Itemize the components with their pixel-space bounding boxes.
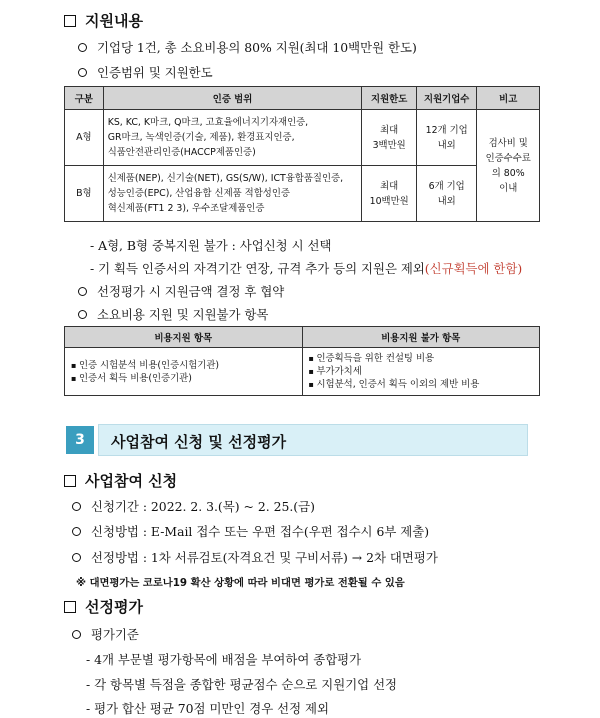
dash-text: 각 항목별 득점을 종합한 평균점수 순으로 지원기업 선정 (94, 677, 398, 692)
type-cell: B형 (65, 166, 104, 222)
dash-text: 4개 부문별 평가항목에 배점을 부여하여 종합평가 (94, 652, 362, 667)
bullet-method (72, 522, 429, 540)
dash-mark: - (86, 701, 95, 716)
scope-line: 신제품(NEP), 신기술(NET), GS(S/W), ICT융합품질인증, (107, 173, 344, 184)
list-item: ▪ 인증서 획득 비용(인증기관) (71, 372, 302, 385)
circle-bullet-icon (72, 502, 81, 511)
table-row (65, 348, 540, 396)
limit-line: 최대 (380, 124, 399, 136)
dash-item (86, 675, 397, 693)
bullet-text: 신청기간 : 2022. 2. 3.(목) ~ 2. 25.(금) (91, 499, 315, 514)
count-line: 내외 (437, 139, 456, 151)
table-header-row (65, 327, 540, 348)
section-number-badge: 3 (66, 426, 94, 454)
bullet-text: 인증범위 및 지원한도 (97, 65, 213, 80)
remark-line: 이내 (499, 182, 518, 194)
table-row (65, 110, 540, 166)
cost-support-table (64, 326, 540, 396)
header-remark: 비고 (477, 87, 540, 110)
list-item: ▪ 인증 시험분석 비용(인증시험기관) (71, 359, 302, 372)
limit-line: 10백만원 (369, 195, 409, 207)
section-title-text: 사업참여 신청 (85, 472, 178, 490)
header-support: 비용지원 항목 (65, 327, 303, 348)
limit-line: 최대 (380, 180, 399, 192)
table-header-row (65, 87, 540, 110)
dash-mark: - (90, 261, 99, 276)
circle-bullet-icon (72, 553, 81, 562)
bullet-item-1 (78, 38, 417, 56)
header-limit: 지원한도 (362, 87, 417, 110)
limit-cell (362, 166, 417, 222)
header-type: 구분 (65, 87, 104, 110)
scope-cell (103, 166, 362, 222)
header-nonsupport: 비용지원 불가 항목 (302, 327, 540, 348)
count-cell (416, 110, 476, 166)
dash-text: A형, B형 중복지원 불가 : 사업신청 시 선택 (98, 238, 332, 253)
checkbox-square-icon (64, 475, 76, 487)
scope-line: GR마크, 녹색인증(기술, 제품), 환경표지인증, (107, 132, 295, 143)
bullet-text: 선정평가 시 지원금액 결정 후 협약 (97, 284, 285, 299)
scope-line: 성능인증(EPC), 산업융합 신제품 적합성인증 (107, 188, 290, 199)
list-item: ▪ 부가가치세 (309, 365, 540, 378)
nonsupport-cell (302, 348, 540, 396)
dash-item (86, 650, 361, 668)
bullet-text: 소요비용 지원 및 지원불가 항목 (97, 307, 269, 322)
type-cell: A형 (65, 110, 104, 166)
count-line: 12개 기업 (425, 124, 468, 136)
section-title-evaluation (64, 596, 143, 617)
circle-bullet-icon (78, 287, 87, 296)
section-title-text: 지원내용 (85, 12, 143, 30)
circle-bullet-icon (78, 43, 87, 52)
remark-cell (477, 110, 540, 222)
remark-line: 검사비 및 (488, 137, 528, 149)
dash-item (90, 259, 522, 277)
checkbox-square-icon (64, 601, 76, 613)
bullet-selection (72, 548, 438, 566)
bullet-text: 선정방법 : 1차 서류검토(자격요건 및 구비서류) → 2차 대면평가 (91, 550, 438, 565)
certification-table (64, 86, 540, 222)
list-item: ▪ 시험분석, 인증서 획득 이외의 제반 비용 (309, 378, 540, 391)
circle-bullet-icon (78, 68, 87, 77)
section-title-text: 선정평가 (85, 598, 143, 616)
remark-line: 의 80% (491, 167, 525, 179)
section-title-application (64, 470, 177, 491)
header-scope: 인증 범위 (103, 87, 362, 110)
bullet-item-3 (78, 282, 284, 300)
table-row (65, 166, 540, 222)
dash-item (86, 699, 329, 717)
count-line: 6개 기업 (428, 180, 465, 192)
dash-mark: - (90, 238, 99, 253)
count-cell (416, 166, 476, 222)
remark-line: 인증수수료 (485, 152, 531, 164)
scope-line: KS, KC, K마크, Q마크, 고효율에너지기자재인증, (107, 117, 309, 128)
dash-text: 평가 합산 평균 70점 미만인 경우 선정 제외 (94, 701, 329, 716)
support-cell (65, 348, 303, 396)
checkbox-square-icon (64, 15, 76, 27)
list-item: ▪ 인증획득을 위한 컨설팅 비용 (309, 352, 540, 365)
section-banner (98, 424, 528, 456)
dash-red-text: (신규획득에 한함) (424, 261, 523, 276)
bullet-text: 기업당 1건, 총 소요비용의 80% 지원(최대 10백만원 한도) (97, 40, 417, 55)
limit-cell (362, 110, 417, 166)
bullet-item-4 (78, 305, 268, 323)
notice-text: ※ 대면평가는 코로나19 확산 상황에 따라 비대면 평가로 전환될 수 있음 (76, 577, 405, 589)
bullet-text: 신청방법 : E-Mail 접수 또는 우편 접수(우편 접수시 6부 제출) (91, 524, 430, 539)
dash-item (90, 236, 331, 254)
dash-mark: - (86, 677, 95, 692)
bullet-period (72, 497, 315, 515)
scope-cell (103, 110, 362, 166)
circle-bullet-icon (78, 310, 87, 319)
bullet-criteria (72, 625, 139, 643)
bullet-item-2 (78, 63, 213, 81)
circle-bullet-icon (72, 527, 81, 536)
dash-mark: - (86, 652, 95, 667)
count-line: 내외 (437, 195, 456, 207)
circle-bullet-icon (72, 630, 81, 639)
header-count: 지원기업수 (416, 87, 476, 110)
scope-line: 혁신제품(FT1 2 3), 우수조달제품인증 (107, 203, 265, 214)
bullet-text: 평가기준 (91, 627, 139, 642)
limit-line: 3백만원 (372, 139, 406, 151)
dash-text: 기 획득 인증서의 자격기간 연장, 규격 추가 등의 지원은 제외 (98, 261, 425, 276)
banner-title: 사업참여 신청 및 선정평가 (111, 433, 287, 451)
scope-line: 식품안전관리인증(HACCP제품인증) (107, 147, 256, 158)
section-title-support (64, 10, 143, 31)
